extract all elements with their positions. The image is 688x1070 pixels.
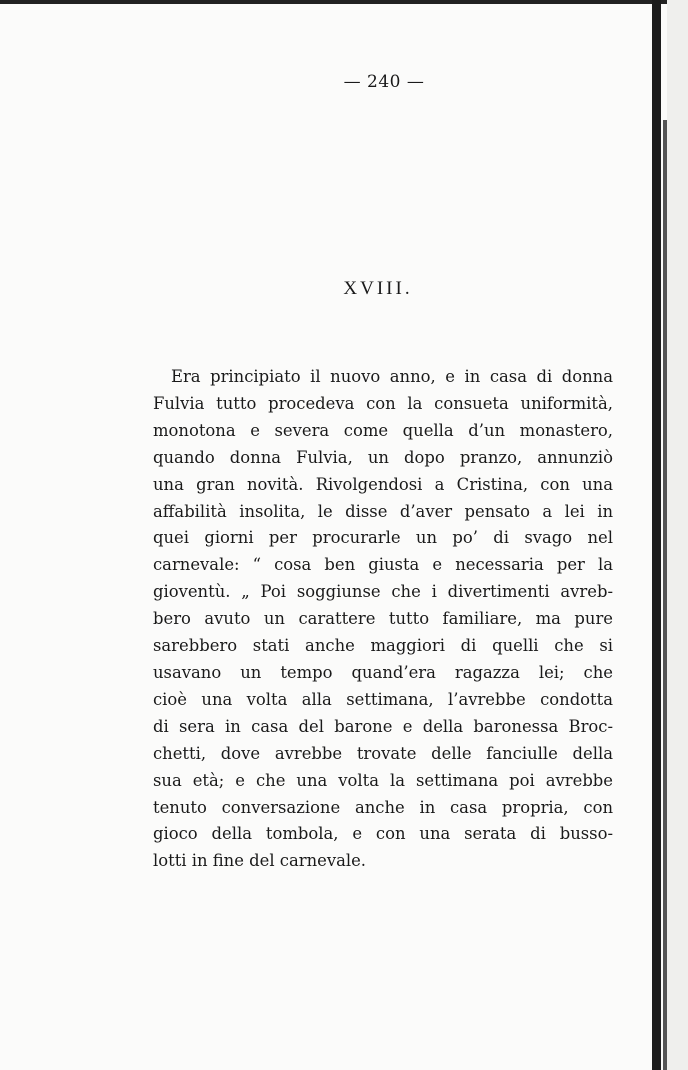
page-number: — 240 —: [343, 72, 425, 92]
text-line: una gran novità. Rivolgendosi a Cristina, con una: [153, 474, 613, 494]
text-line: gioco della tombola, e con una serata di busso-: [153, 824, 613, 844]
text-line: sua età; e che una volta la settimana poi avrebbe: [153, 770, 613, 790]
text-line: monotona e severa come quella d’un monastero,: [153, 420, 613, 440]
text-line: quando donna Fulvia, un dopo pranzo, annunziò: [153, 447, 613, 467]
text-line: cioè una volta alla settimana, l’avrebbe condotta: [153, 689, 613, 709]
text-line: affabilità insolita, le disse d’aver pensato a lei in: [153, 501, 613, 521]
text-line: bero avuto un carattere tutto familiare, ma pure: [153, 609, 613, 629]
text-line: Fulvia tutto procedeva con la consueta uniformità,: [153, 393, 613, 413]
text-line: tenuto conversazione anche in casa propria, con: [153, 797, 613, 817]
text-line: usavano un tempo quand’era ragazza lei; che: [153, 662, 613, 682]
text-line: carnevale: “ cosa ben giusta e necessaria per la: [153, 555, 613, 575]
text-line: lotti in fine del carnevale.: [153, 851, 367, 871]
text-line: quei giorni per procurarle un po’ di svago nel: [153, 528, 613, 548]
text-line: Era principiato il nuovo anno, e in casa di donna: [171, 367, 613, 386]
body-paragraph: [153, 364, 613, 875]
text-line: sarebbero stati anche maggiori di quelli che si: [153, 636, 613, 656]
chapter-title: XVIII.: [343, 278, 413, 299]
page-margin-edge: [667, 0, 688, 1070]
text-line: gioventù. „ Poi soggiunse che i divertimenti avreb-: [153, 582, 613, 602]
text-line: chetti, dove avrebbe trovate delle fanciulle della: [153, 743, 613, 763]
page-top-shadow: [0, 0, 670, 4]
text-line: di sera in casa del barone e della baronessa Broc-: [153, 716, 613, 736]
page-spine-shadow: [652, 0, 661, 1070]
